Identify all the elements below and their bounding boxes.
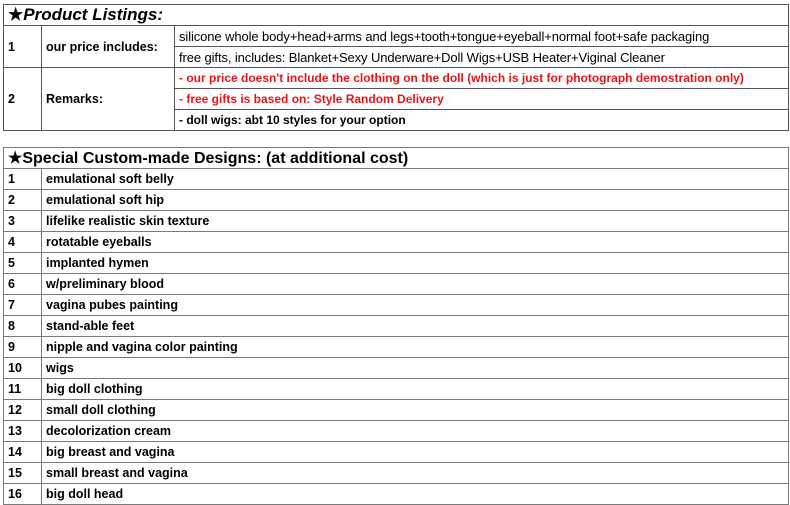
- row-number: 10: [4, 358, 42, 379]
- custom-designs-title: [4, 148, 789, 169]
- remark-line: - our price doesn't include the clothing on the doll (which is just for photograph demostration only): [175, 68, 789, 89]
- table-row: [4, 190, 789, 211]
- row-number: 7: [4, 295, 42, 316]
- design-label: wigs: [42, 358, 789, 379]
- row-number: 3: [4, 211, 42, 232]
- row-number: 4: [4, 232, 42, 253]
- design-label: lifelike realistic skin texture: [42, 211, 789, 232]
- table-row: [4, 421, 789, 442]
- row-number: 1: [4, 26, 42, 68]
- table-row: [4, 316, 789, 337]
- remark-line: - doll wigs: abt 10 styles for your option: [175, 110, 789, 131]
- table-row: [4, 400, 789, 421]
- design-label: big doll head: [42, 484, 789, 505]
- table-row: [4, 26, 789, 47]
- design-label: emulational soft belly: [42, 169, 789, 190]
- table-row: [4, 274, 789, 295]
- design-label: emulational soft hip: [42, 190, 789, 211]
- product-listings-title-text: Product Listings:: [23, 5, 164, 24]
- table-row: [4, 484, 789, 505]
- table-row: [4, 358, 789, 379]
- custom-designs-title-text: Special Custom-made Designs: (at additional cost): [22, 150, 409, 167]
- table-row: [4, 253, 789, 274]
- row-number: 11: [4, 379, 42, 400]
- table-row: [4, 337, 789, 358]
- table-row: [4, 442, 789, 463]
- custom-designs-table: [3, 147, 789, 505]
- row-label: Remarks:: [42, 68, 175, 131]
- row-number: 1: [4, 169, 42, 190]
- row-number: 5: [4, 253, 42, 274]
- design-label: implanted hymen: [42, 253, 789, 274]
- table-row: [4, 211, 789, 232]
- row-number: 6: [4, 274, 42, 295]
- table-row: [4, 463, 789, 484]
- star-icon: ★: [8, 5, 24, 24]
- design-label: big doll clothing: [42, 379, 789, 400]
- row-number: 14: [4, 442, 42, 463]
- row-number: 8: [4, 316, 42, 337]
- row-number: 16: [4, 484, 42, 505]
- design-label: big breast and vagina: [42, 442, 789, 463]
- product-listings-header: [4, 5, 789, 26]
- row-number: 12: [4, 400, 42, 421]
- design-label: stand-able feet: [42, 316, 789, 337]
- design-label: w/preliminary blood: [42, 274, 789, 295]
- product-listings-table: [3, 4, 789, 131]
- table-row: [4, 379, 789, 400]
- design-label: decolorization cream: [42, 421, 789, 442]
- product-listings-title: [4, 5, 789, 26]
- row-number: 2: [4, 68, 42, 131]
- design-label: small doll clothing: [42, 400, 789, 421]
- row-number: 13: [4, 421, 42, 442]
- design-label: nipple and vagina color painting: [42, 337, 789, 358]
- design-label: vagina pubes painting: [42, 295, 789, 316]
- row-label: our price includes:: [42, 26, 175, 68]
- table-row: [4, 295, 789, 316]
- design-label: rotatable eyeballs: [42, 232, 789, 253]
- star-icon: ★: [8, 150, 23, 167]
- table-row: [4, 68, 789, 89]
- design-label: small breast and vagina: [42, 463, 789, 484]
- free-gifts-line: free gifts, includes: Blanket+Sexy Underware+Doll Wigs+USB Heater+Viginal Cleaner: [175, 47, 789, 68]
- row-number: 15: [4, 463, 42, 484]
- table-row: [4, 232, 789, 253]
- row-number: 2: [4, 190, 42, 211]
- custom-designs-header: [4, 148, 789, 169]
- remark-line: - free gifts is based on: Style Random Delivery: [175, 89, 789, 110]
- price-includes-line: silicone whole body+head+arms and legs+tooth+tongue+eyeball+normal foot+safe packaging: [175, 26, 789, 47]
- row-number: 9: [4, 337, 42, 358]
- table-row: [4, 169, 789, 190]
